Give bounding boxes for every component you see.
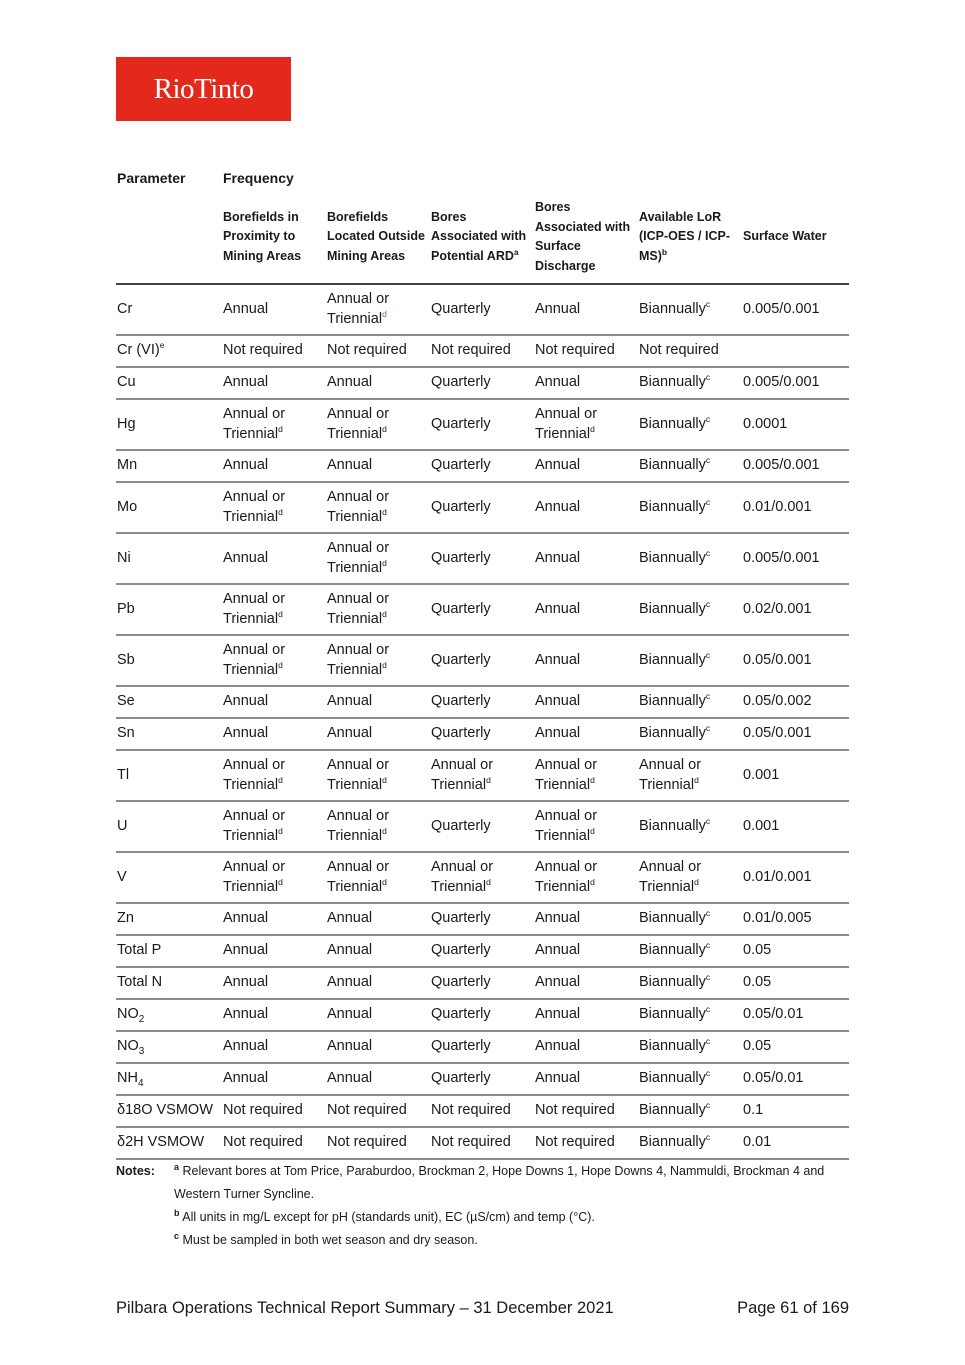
- cell-lor: Biannually$^c$: [638, 903, 742, 935]
- cell-parameter: Mo: [116, 482, 222, 533]
- notes-label: Notes:: [116, 1164, 155, 1178]
- cell-proximity: Annual: [222, 1063, 326, 1095]
- cell-outside: Annual: [326, 367, 430, 399]
- cell-parameter: Cr: [116, 284, 222, 335]
- cell-lor: Annual or Triennial$^d$: [638, 852, 742, 903]
- header-col-ard: Bores Associated with Potential ARD$^a$: [430, 191, 534, 284]
- cell-surface-discharge: Annual: [534, 482, 638, 533]
- cell-outside: Annual: [326, 903, 430, 935]
- cell-outside: Annual or Triennial$^d$: [326, 482, 430, 533]
- monitoring-frequency-table: [116, 165, 849, 1160]
- table-row: [116, 284, 849, 335]
- cell-lor: Biannually$^c$: [638, 450, 742, 482]
- cell-ard: Quarterly: [430, 801, 534, 852]
- cell-surface-discharge: Annual: [534, 1031, 638, 1063]
- table-row: [116, 335, 849, 367]
- cell-outside: Annual: [326, 718, 430, 750]
- cell-ard: Quarterly: [430, 718, 534, 750]
- table-row: [116, 718, 849, 750]
- cell-proximity: Annual: [222, 999, 326, 1031]
- table-row: [116, 1031, 849, 1063]
- cell-lor: Biannually$^c$: [638, 584, 742, 635]
- cell-lor: Biannually$^c$: [638, 801, 742, 852]
- table-row: [116, 1095, 849, 1127]
- cell-parameter: Tl: [116, 750, 222, 801]
- cell-ard: Quarterly: [430, 686, 534, 718]
- cell-surface-water: 0.0001: [742, 399, 849, 450]
- cell-ard: Quarterly: [430, 935, 534, 967]
- cell-surface-discharge: Annual: [534, 999, 638, 1031]
- cell-parameter: U: [116, 801, 222, 852]
- header-frequency: Frequency: [223, 170, 294, 186]
- cell-ard: Not required: [430, 1095, 534, 1127]
- table-body: [116, 284, 849, 1159]
- cell-parameter: Ni: [116, 533, 222, 584]
- cell-outside: Annual or Triennial$^d$: [326, 801, 430, 852]
- cell-proximity: Not required: [222, 335, 326, 367]
- cell-lor: Biannually$^c$: [638, 399, 742, 450]
- cell-proximity: Annual: [222, 967, 326, 999]
- cell-ard: Quarterly: [430, 1031, 534, 1063]
- table-row: [116, 801, 849, 852]
- cell-surface-water: 0.001: [742, 750, 849, 801]
- cell-surface-discharge: Annual: [534, 1063, 638, 1095]
- cell-ard: Quarterly: [430, 533, 534, 584]
- cell-parameter: V: [116, 852, 222, 903]
- cell-parameter: Sn: [116, 718, 222, 750]
- cell-ard: Not required: [430, 335, 534, 367]
- cell-lor: Biannually$^c$: [638, 718, 742, 750]
- cell-outside: Annual or Triennial$^d$: [326, 284, 430, 335]
- cell-parameter: $NH_4$: [116, 1063, 222, 1095]
- cell-proximity: Annual: [222, 450, 326, 482]
- cell-surface-water: 0.1: [742, 1095, 849, 1127]
- cell-ard: Quarterly: [430, 584, 534, 635]
- cell-surface-water: 0.02/0.001: [742, 584, 849, 635]
- cell-lor: Annual or Triennial$^d$: [638, 750, 742, 801]
- cell-ard: Quarterly: [430, 967, 534, 999]
- header-col-lor: Available LoR (ICP-OES / ICP-MS)$^b$: [638, 191, 742, 284]
- cell-surface-water: 0.005/0.001: [742, 450, 849, 482]
- note-c: $^c$ Must be sampled in both wet season and dry season.: [174, 1230, 478, 1247]
- cell-surface-water: 0.05/0.001: [742, 635, 849, 686]
- table-row: [116, 1063, 849, 1095]
- cell-lor: Biannually$^c$: [638, 1031, 742, 1063]
- cell-surface-water: 0.05/0.001: [742, 718, 849, 750]
- cell-ard: Quarterly: [430, 450, 534, 482]
- cell-surface-discharge: Not required: [534, 1127, 638, 1159]
- cell-proximity: Annual or Triennial$^d$: [222, 852, 326, 903]
- cell-outside: Annual or Triennial$^d$: [326, 399, 430, 450]
- cell-parameter: Total N: [116, 967, 222, 999]
- cell-surface-water: 0.005/0.001: [742, 367, 849, 399]
- cell-surface-water: 0.01/0.005: [742, 903, 849, 935]
- cell-surface-discharge: Annual: [534, 903, 638, 935]
- cell-surface-water: 0.05/0.002: [742, 686, 849, 718]
- cell-surface-water: [742, 335, 849, 367]
- table-row: [116, 999, 849, 1031]
- table-row: [116, 967, 849, 999]
- cell-proximity: Annual: [222, 903, 326, 935]
- cell-lor: Biannually$^c$: [638, 935, 742, 967]
- cell-parameter: Se: [116, 686, 222, 718]
- cell-proximity: Annual: [222, 284, 326, 335]
- cell-ard: Annual or Triennial$^d$: [430, 750, 534, 801]
- note-b: $^b$ All units in mg/L except for pH (standards unit), EC (µS/cm) and temp (°C).: [174, 1207, 595, 1224]
- cell-surface-water: 0.05/0.01: [742, 1063, 849, 1095]
- cell-outside: Annual: [326, 967, 430, 999]
- cell-surface-discharge: Annual: [534, 284, 638, 335]
- cell-surface-discharge: Annual: [534, 533, 638, 584]
- cell-surface-discharge: Not required: [534, 335, 638, 367]
- cell-parameter: $NO_3$: [116, 1031, 222, 1063]
- cell-proximity: Not required: [222, 1095, 326, 1127]
- table-row: [116, 935, 849, 967]
- cell-proximity: Annual or Triennial$^d$: [222, 399, 326, 450]
- cell-surface-discharge: Annual: [534, 367, 638, 399]
- cell-proximity: Annual: [222, 1031, 326, 1063]
- cell-surface-water: 0.005/0.001: [742, 533, 849, 584]
- cell-outside: Annual: [326, 1063, 430, 1095]
- cell-outside: Not required: [326, 1127, 430, 1159]
- cell-parameter: Sb: [116, 635, 222, 686]
- cell-ard: Annual or Triennial$^d$: [430, 852, 534, 903]
- cell-parameter: Zn: [116, 903, 222, 935]
- table-row: [116, 852, 849, 903]
- cell-lor: Biannually$^c$: [638, 635, 742, 686]
- cell-lor: Biannually$^c$: [638, 1063, 742, 1095]
- cell-parameter: $NO_2$: [116, 999, 222, 1031]
- cell-parameter: Mn: [116, 450, 222, 482]
- table-row: [116, 750, 849, 801]
- cell-ard: Quarterly: [430, 903, 534, 935]
- cell-parameter: Pb: [116, 584, 222, 635]
- logo-text: RioTinto: [153, 72, 254, 105]
- cell-parameter: δ18O VSMOW: [116, 1095, 222, 1127]
- cell-proximity: Annual: [222, 718, 326, 750]
- table-row: [116, 635, 849, 686]
- cell-lor: Biannually$^c$: [638, 482, 742, 533]
- cell-parameter: δ2H VSMOW: [116, 1127, 222, 1159]
- cell-outside: Annual or Triennial$^d$: [326, 852, 430, 903]
- table-row: [116, 367, 849, 399]
- cell-proximity: Annual: [222, 935, 326, 967]
- cell-surface-water: 0.001: [742, 801, 849, 852]
- cell-outside: Annual: [326, 450, 430, 482]
- header-col-proximity: Borefields in Proximity to Mining Areas: [222, 191, 326, 284]
- cell-surface-water: 0.05: [742, 967, 849, 999]
- cell-proximity: Not required: [222, 1127, 326, 1159]
- cell-surface-water: 0.01/0.001: [742, 852, 849, 903]
- cell-ard: Quarterly: [430, 1063, 534, 1095]
- cell-outside: Annual or Triennial$^d$: [326, 750, 430, 801]
- cell-outside: Annual: [326, 935, 430, 967]
- cell-parameter: Total P: [116, 935, 222, 967]
- cell-lor: Biannually$^c$: [638, 533, 742, 584]
- cell-surface-discharge: Annual: [534, 935, 638, 967]
- cell-surface-discharge: Annual: [534, 686, 638, 718]
- note-a: $^a$ Relevant bores at Tom Price, Paraburdoo, Brockman 2, Hope Downs 1, Hope Downs 4, Nammuldi, Brockman 4 and Western Turner Syncline.: [174, 1161, 825, 1201]
- cell-lor: Biannually$^c$: [638, 1095, 742, 1127]
- cell-outside: Annual: [326, 686, 430, 718]
- cell-outside: Not required: [326, 1095, 430, 1127]
- table-row: [116, 482, 849, 533]
- cell-surface-discharge: Annual: [534, 450, 638, 482]
- cell-surface-water: 0.01/0.001: [742, 482, 849, 533]
- cell-parameter: Cu: [116, 367, 222, 399]
- cell-ard: Quarterly: [430, 999, 534, 1031]
- cell-surface-water: 0.05: [742, 935, 849, 967]
- table-row: [116, 903, 849, 935]
- cell-surface-discharge: Not required: [534, 1095, 638, 1127]
- cell-surface-discharge: Annual: [534, 718, 638, 750]
- cell-surface-discharge: Annual or Triennial$^d$: [534, 852, 638, 903]
- cell-ard: Not required: [430, 1127, 534, 1159]
- table-row: [116, 450, 849, 482]
- header-col-outside: Borefields Located Outside Mining Areas: [326, 191, 430, 284]
- cell-proximity: Annual: [222, 367, 326, 399]
- cell-proximity: Annual or Triennial$^d$: [222, 584, 326, 635]
- cell-parameter: Cr (VI)$^e$: [116, 335, 222, 367]
- cell-outside: Annual or Triennial$^d$: [326, 584, 430, 635]
- table-row: [116, 399, 849, 450]
- cell-lor: Biannually$^c$: [638, 967, 742, 999]
- page-number: Page 61 of 169: [737, 1299, 849, 1317]
- table-row: [116, 533, 849, 584]
- cell-surface-discharge: Annual or Triennial$^d$: [534, 750, 638, 801]
- notes-section: [116, 1160, 849, 1252]
- table-row: [116, 1127, 849, 1159]
- cell-proximity: Annual or Triennial$^d$: [222, 750, 326, 801]
- header-col-surface-water: Surface Water: [742, 191, 849, 284]
- cell-ard: Quarterly: [430, 284, 534, 335]
- cell-outside: Annual: [326, 1031, 430, 1063]
- cell-ard: Quarterly: [430, 482, 534, 533]
- cell-lor: Biannually$^c$: [638, 284, 742, 335]
- header-blank: [116, 191, 222, 284]
- cell-proximity: Annual: [222, 533, 326, 584]
- cell-outside: Annual or Triennial$^d$: [326, 533, 430, 584]
- cell-outside: Annual: [326, 999, 430, 1031]
- cell-proximity: Annual or Triennial$^d$: [222, 482, 326, 533]
- rio-tinto-logo: [116, 57, 291, 121]
- cell-outside: Annual or Triennial$^d$: [326, 635, 430, 686]
- cell-surface-water: 0.005/0.001: [742, 284, 849, 335]
- cell-lor: Biannually$^c$: [638, 999, 742, 1031]
- cell-lor: Not required: [638, 335, 742, 367]
- cell-surface-water: 0.05/0.01: [742, 999, 849, 1031]
- header-parameter: Parameter: [117, 170, 186, 186]
- cell-surface-water: 0.01: [742, 1127, 849, 1159]
- footer-title: Pilbara Operations Technical Report Summary – 31 December 2021: [116, 1299, 614, 1317]
- cell-ard: Quarterly: [430, 399, 534, 450]
- cell-surface-water: 0.05: [742, 1031, 849, 1063]
- cell-surface-discharge: Annual or Triennial$^d$: [534, 399, 638, 450]
- cell-lor: Biannually$^c$: [638, 1127, 742, 1159]
- cell-proximity: Annual or Triennial$^d$: [222, 635, 326, 686]
- table-row: [116, 584, 849, 635]
- header-col-surface-discharge: Bores Associated with Surface Discharge: [534, 191, 638, 284]
- cell-ard: Quarterly: [430, 367, 534, 399]
- cell-lor: Biannually$^c$: [638, 367, 742, 399]
- cell-surface-discharge: Annual: [534, 967, 638, 999]
- cell-lor: Biannually$^c$: [638, 686, 742, 718]
- cell-outside: Not required: [326, 335, 430, 367]
- cell-parameter: Hg: [116, 399, 222, 450]
- table-row: [116, 686, 849, 718]
- cell-surface-discharge: Annual: [534, 635, 638, 686]
- page-footer: [116, 1299, 849, 1318]
- cell-proximity: Annual or Triennial$^d$: [222, 801, 326, 852]
- cell-surface-discharge: Annual: [534, 584, 638, 635]
- cell-proximity: Annual: [222, 686, 326, 718]
- cell-ard: Quarterly: [430, 635, 534, 686]
- cell-surface-discharge: Annual or Triennial$^d$: [534, 801, 638, 852]
